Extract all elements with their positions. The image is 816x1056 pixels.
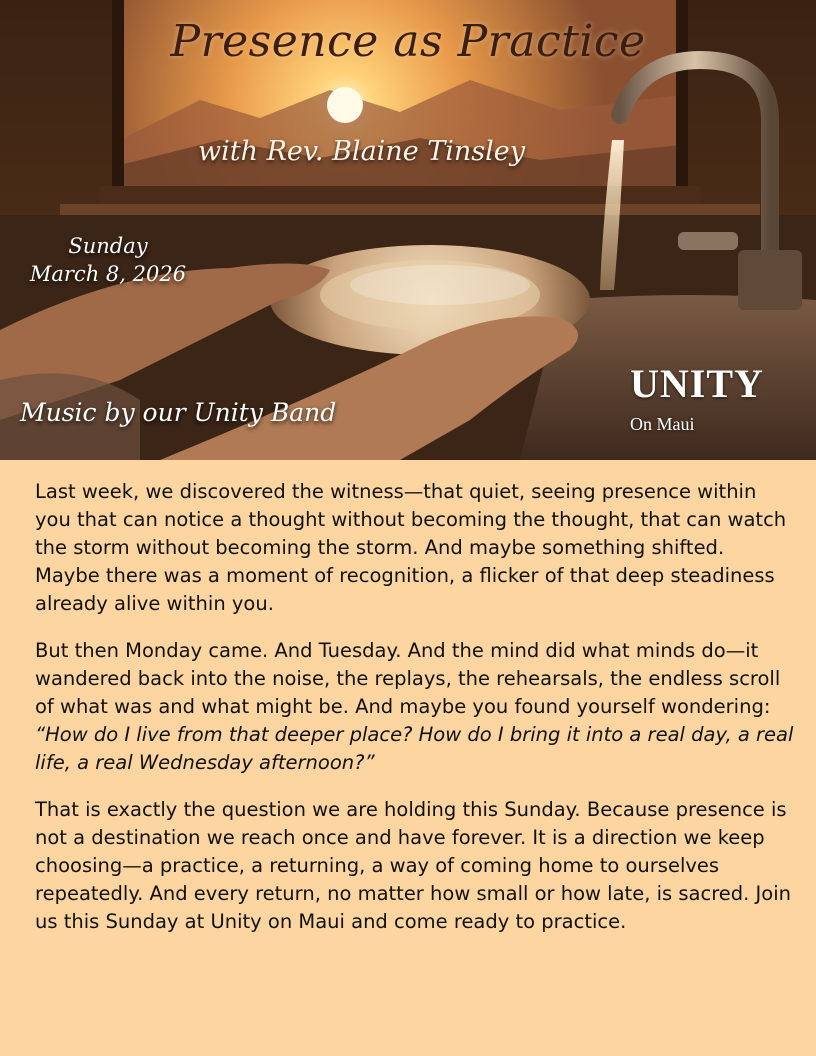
flyer-body (35, 478, 795, 955)
speaker-subtitle: with Rev. Blaine Tinsley (198, 136, 526, 167)
body-paragraph-3: That is exactly the question we are holding this Sunday. Because presence is not a destination we reach once and have forever. It is a direction we keep choosing—a practice, a returning, a way of coming home to ourselves repeatedly. And every return, no matter how small or how late, is sacred. Join us this Sunday at Unity on Maui and come ready to practice. (35, 798, 792, 933)
body-paragraph-2 (35, 637, 795, 777)
body-paragraph-2-quote: “How do I live from that deeper place? How do I bring it into a real day, a real life, a real Wednesday afternoon?” (35, 723, 794, 774)
event-date (18, 232, 198, 288)
body-paragraph-2-text: But then Monday came. And Tuesday. And the mind did what minds do—it wandered back into the noise, the replays, the rehearsals, the endless scroll of what was and what might be. And maybe you found yourself wondering: (35, 639, 781, 718)
event-full-date: March 8, 2026 (29, 262, 187, 286)
flyer-title: Presence as Practice (170, 16, 646, 67)
music-credit: Music by our Unity Band (20, 398, 337, 427)
body-paragraph-1: Last week, we discovered the witness—that quiet, seeing presence within you that can notice a thought without becoming the thought, that can watch the storm without becoming the storm. And maybe something shifted. Maybe there was a moment of recognition, a flicker of that deep steadiness already alive within you. (35, 480, 787, 615)
unity-logo-place: On Maui (630, 414, 695, 434)
unity-logo (630, 362, 764, 435)
event-day: Sunday (68, 234, 148, 258)
unity-logo-name: UNITY (630, 361, 764, 406)
hero-image (0, 0, 816, 460)
